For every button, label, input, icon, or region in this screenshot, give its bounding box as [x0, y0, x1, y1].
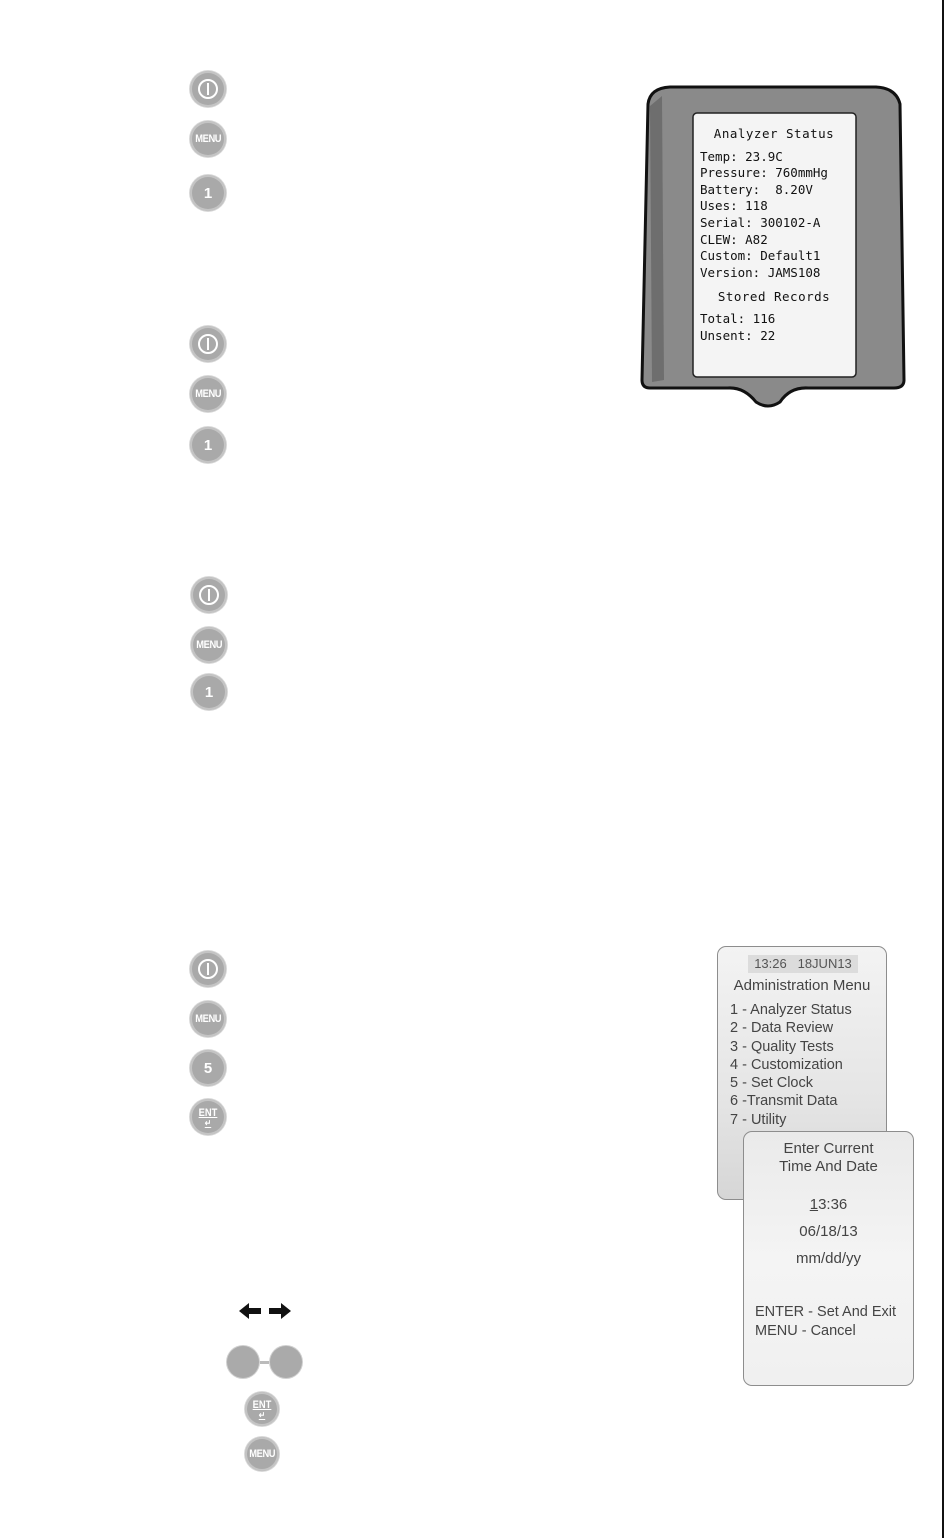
status-line: Custom: Default1: [700, 248, 821, 264]
menu-item-customization[interactable]: 4 - Customization: [730, 1056, 843, 1073]
status-line: Battery: 8.20V: [700, 181, 813, 197]
status-line: Version: JAMS108: [700, 264, 821, 280]
records-line: Unsent: 22: [700, 327, 776, 343]
number-1-button[interactable]: [190, 175, 226, 211]
status-line: Pressure: 760mmHg: [700, 165, 828, 181]
status-line: Uses: 118: [700, 198, 768, 214]
menu-item-quality-tests[interactable]: 3 - Quality Tests: [730, 1038, 834, 1055]
menu-button[interactable]: [190, 121, 226, 157]
menu-button[interactable]: [190, 376, 226, 412]
title-line: Enter Current: [783, 1140, 874, 1157]
number-label: 1: [203, 184, 213, 202]
enter-label: ENT ↵: [252, 1398, 272, 1420]
power-icon: [199, 585, 219, 605]
status-line: CLEW: A82: [700, 231, 768, 247]
enter-return-icon: ↵: [258, 1409, 266, 1420]
power-button[interactable]: [191, 577, 227, 613]
menu-title: Administration Menu: [733, 977, 871, 994]
page-edge-line: [942, 0, 944, 1538]
range-end-key[interactable]: [270, 1346, 302, 1378]
help-menu: MENU - Cancel: [755, 1323, 856, 1339]
clock-bar: [748, 955, 858, 973]
left-arrow-icon: [239, 1303, 261, 1319]
number-1-button[interactable]: [190, 427, 226, 463]
power-icon: [198, 959, 218, 979]
menu-button[interactable]: [191, 627, 227, 663]
enter-button[interactable]: [245, 1392, 279, 1426]
menu-label: MENU: [195, 388, 221, 400]
time-cursor-digit: 1: [809, 1196, 819, 1213]
date-format: mm/dd/yy: [795, 1250, 861, 1267]
time-rest: 3:36: [818, 1196, 848, 1213]
range-dash: [260, 1361, 269, 1364]
current-time: 13:26: [754, 956, 787, 971]
menu-button[interactable]: [245, 1437, 279, 1471]
menu-label: MENU: [196, 639, 222, 651]
number-label: 1: [203, 436, 213, 454]
menu-item-transmit-data[interactable]: 6 -Transmit Data: [730, 1093, 838, 1110]
records-title: Stored Records: [717, 289, 831, 305]
menu-item-data-review[interactable]: 2 - Data Review: [730, 1020, 834, 1037]
right-arrow-icon: [269, 1303, 291, 1319]
current-date: 18JUN13: [797, 956, 852, 971]
number-5-button[interactable]: [190, 1050, 226, 1086]
analyzer-status-screen: [694, 114, 854, 376]
menu-items: [730, 1001, 852, 1129]
power-button[interactable]: [190, 326, 226, 362]
records-line: Total: 116: [700, 310, 776, 326]
left-right-arrow-keys[interactable]: [237, 1300, 293, 1322]
time-field[interactable]: [744, 1196, 913, 1213]
number-range-keys[interactable]: [227, 1346, 303, 1380]
menu-button[interactable]: [190, 1001, 226, 1037]
menu-label: MENU: [195, 1013, 221, 1025]
help-text: [755, 1303, 896, 1341]
date-field[interactable]: 06/18/13: [799, 1223, 858, 1240]
menu-item-analyzer-status[interactable]: 1 - Analyzer Status: [730, 1002, 852, 1018]
power-button[interactable]: [190, 71, 226, 107]
status-line: Temp: 23.9C: [700, 148, 783, 164]
menu-label: MENU: [249, 1448, 275, 1460]
number-1-button[interactable]: [191, 674, 227, 710]
title-line: Time And Date: [779, 1158, 878, 1175]
enter-label: ENT ↵: [198, 1106, 218, 1128]
menu-item-set-clock[interactable]: 5 - Set Clock: [730, 1075, 813, 1092]
menu-item-utility[interactable]: 7 - Utility: [730, 1111, 787, 1128]
help-enter: ENTER - Set And Exit: [755, 1304, 897, 1320]
screen-title: Analyzer Status: [713, 126, 835, 141]
set-clock-screen: [743, 1131, 914, 1386]
enter-button[interactable]: [190, 1099, 226, 1135]
power-icon: [198, 334, 218, 354]
enter-return-icon: ↵: [204, 1117, 212, 1128]
analyzer-device: [640, 84, 906, 412]
power-icon: [198, 79, 218, 99]
number-label: 5: [203, 1059, 213, 1077]
menu-label: MENU: [195, 133, 221, 145]
status-line: Serial: 300102-A: [700, 214, 821, 230]
screen-title: [744, 1140, 913, 1176]
range-start-key[interactable]: [227, 1346, 259, 1378]
power-button[interactable]: [190, 951, 226, 987]
number-label: 1: [204, 683, 214, 701]
